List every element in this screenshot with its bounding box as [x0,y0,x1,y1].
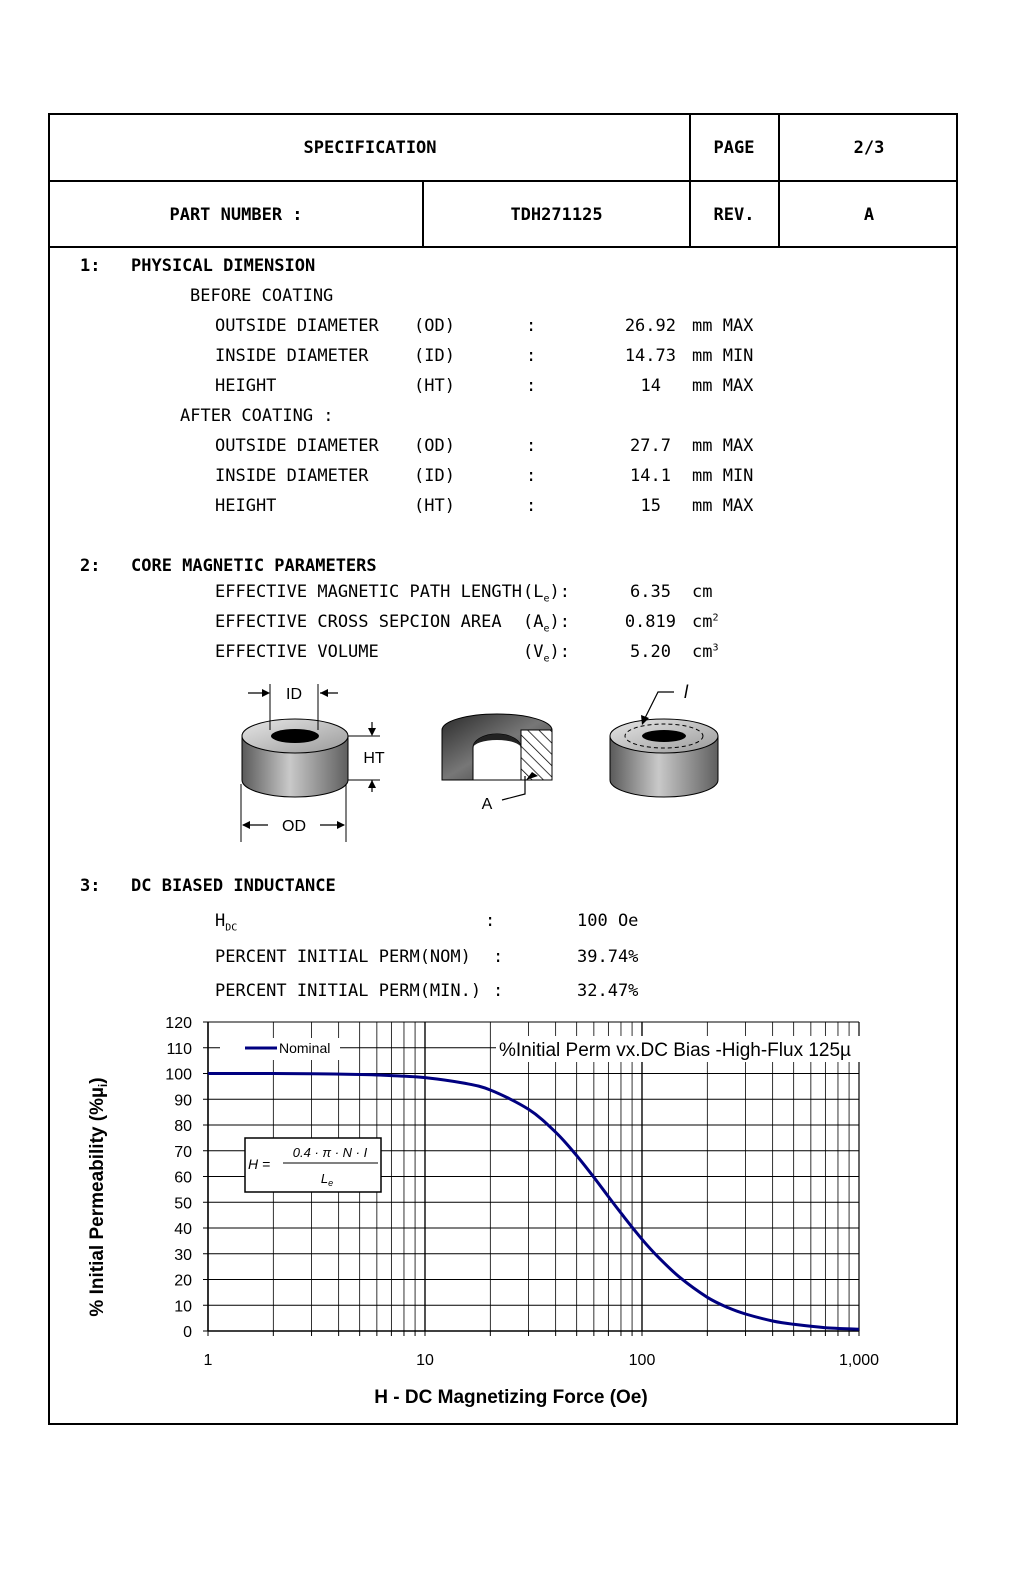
dim-value: 15 [640,496,661,516]
legend [220,1038,340,1060]
dim-colon: : [526,496,537,516]
dim-abbr: (ID) [414,466,455,486]
dim-colon: : [526,376,537,396]
min-perm-label: PERCENT INITIAL PERM(MIN.) [215,981,482,1001]
y-tick-label: 110 [166,1040,192,1058]
dim-colon: : [526,316,537,336]
cross-section-diagram [442,714,552,813]
param-value: 5.20 [630,642,671,662]
dim-unit: mm MIN [692,346,754,366]
dim-name: OUTSIDE DIAMETER [215,436,379,456]
dim-abbr: (ID) [414,346,455,366]
dim-abbr: (HT) [414,376,455,396]
y-tick-label: 60 [174,1169,192,1187]
param-name: EFFECTIVE VOLUME [215,642,379,662]
dim-abbr: (OD) [414,436,455,456]
section1-number: 1: [80,256,101,276]
section1-title: PHYSICAL DIMENSION [131,256,316,276]
dim-unit: mm MAX [692,316,754,336]
dim-colon: : [526,436,537,456]
dim-name: OUTSIDE DIAMETER [215,316,379,336]
dim-name: INSIDE DIAMETER [215,466,369,486]
dim-value: 26.92 [624,316,676,336]
ht-label: HT [363,750,385,767]
nominal-series-line [208,1074,859,1330]
section2-number: 2: [80,556,101,576]
x-axis-title: H - DC Magnetizing Force (Oe) [374,1387,648,1408]
formula-lhs: H = [248,1156,271,1172]
path-label: l [684,682,688,702]
chart-title: %Initial Perm vx.DC Bias -High-Flux 125µ [499,1040,851,1061]
dim-value: 27.7 [630,436,671,456]
header-divider-2 [48,246,958,248]
min-perm-value: 32.47% [577,981,639,1001]
dim-unit: mm MIN [692,466,754,486]
nom-perm-colon: : [493,947,504,967]
y-tick-label: 0 [183,1324,192,1341]
param-unit: $cm^2$ [692,612,719,632]
dim-value: 14.73 [624,346,676,366]
y-tick-label: 120 [165,1015,192,1032]
formula-denominator: $L_e$ [320,1171,334,1188]
id-label: ID [286,686,302,703]
part-number-label: PART NUMBER : [169,205,303,225]
rev-value: A [863,205,875,225]
y-tick-label: 40 [174,1221,192,1238]
nom-perm-label: PERCENT INITIAL PERM(NOM) [215,947,471,967]
rev-label: REV. [713,205,755,225]
param-symbol: $(A_e)$: [523,612,571,635]
toroid-dimension-diagram [241,684,385,842]
x-tick-label: 10 [416,1352,434,1369]
dim-name: HEIGHT [215,376,277,396]
dim-unit: mm MAX [692,376,754,396]
before-coating-label: BEFORE COATING [190,286,334,306]
section2-title: CORE MAGNETIC PARAMETERS [131,556,377,576]
page-value: 2/3 [853,138,885,158]
dim-unit: mm MAX [692,436,754,456]
dim-abbr: (HT) [414,496,455,516]
param-name: EFFECTIVE MAGNETIC PATH LENGTH [215,582,523,602]
od-label: OD [282,818,306,835]
section3-number: 3: [80,876,101,896]
param-name: EFFECTIVE CROSS SEPCION AREA [215,612,502,632]
dim-colon: : [526,346,537,366]
formula-numerator: 0.4 · π · N · I [292,1145,368,1160]
doc-title: SPECIFICATION [303,138,437,158]
dc-bias-chart [60,1005,940,1415]
param-value: 0.819 [624,612,676,632]
param-value: 6.35 [630,582,671,602]
dim-abbr: (OD) [414,316,455,336]
y-tick-labels [165,1015,192,1341]
param-symbol: $(L_e)$: [523,582,571,605]
x-tick-label: 100 [628,1352,656,1369]
part-number-value: TDH271125 [510,205,603,225]
after-coating-label: AFTER COATING : [180,406,334,426]
dim-value: 14 [640,376,661,396]
y-tick-label: 20 [174,1272,192,1290]
legend-label: Nominal [279,1040,331,1056]
header-col-divider-2 [778,113,780,248]
y-tick-label: 30 [174,1246,192,1264]
dim-colon: : [526,466,537,486]
nom-perm-value: 39.74% [577,947,639,967]
y-tick-label: 50 [174,1195,192,1213]
hdc-colon: : [485,911,496,931]
min-perm-colon: : [493,981,504,1001]
x-tick-label: 1 [203,1352,213,1369]
dim-name: INSIDE DIAMETER [215,346,369,366]
core-diagrams [220,672,760,847]
dim-unit: mm MAX [692,496,754,516]
header-col-divider-1 [689,113,691,248]
y-tick-label: 70 [174,1143,192,1161]
y-tick-label: 100 [165,1066,192,1084]
dim-value: 14.1 [630,466,671,486]
param-unit: cm [692,582,713,602]
y-tick-label: 10 [174,1298,192,1316]
path-length-diagram [610,682,718,797]
formula-box [245,1138,381,1192]
x-tick-labels [204,1352,880,1369]
y-axis-title: % Initial Permeability (%µ$_i$) [87,1077,110,1317]
page-label: PAGE [713,138,755,158]
param-symbol: $(V_e)$: [523,642,571,665]
y-tick-label: 90 [174,1092,192,1110]
hdc-label: $H_{DC}$ [215,911,238,934]
param-unit: $cm^3$ [692,642,719,662]
section3-title: DC BIASED INDUCTANCE [131,876,336,896]
x-tick-label: 1,000 [838,1352,880,1369]
header-divider-1 [48,180,958,182]
dim-name: HEIGHT [215,496,277,516]
y-tick-label: 80 [174,1118,192,1135]
hdc-value: 100 Oe [577,911,639,931]
area-label: A [481,796,493,813]
